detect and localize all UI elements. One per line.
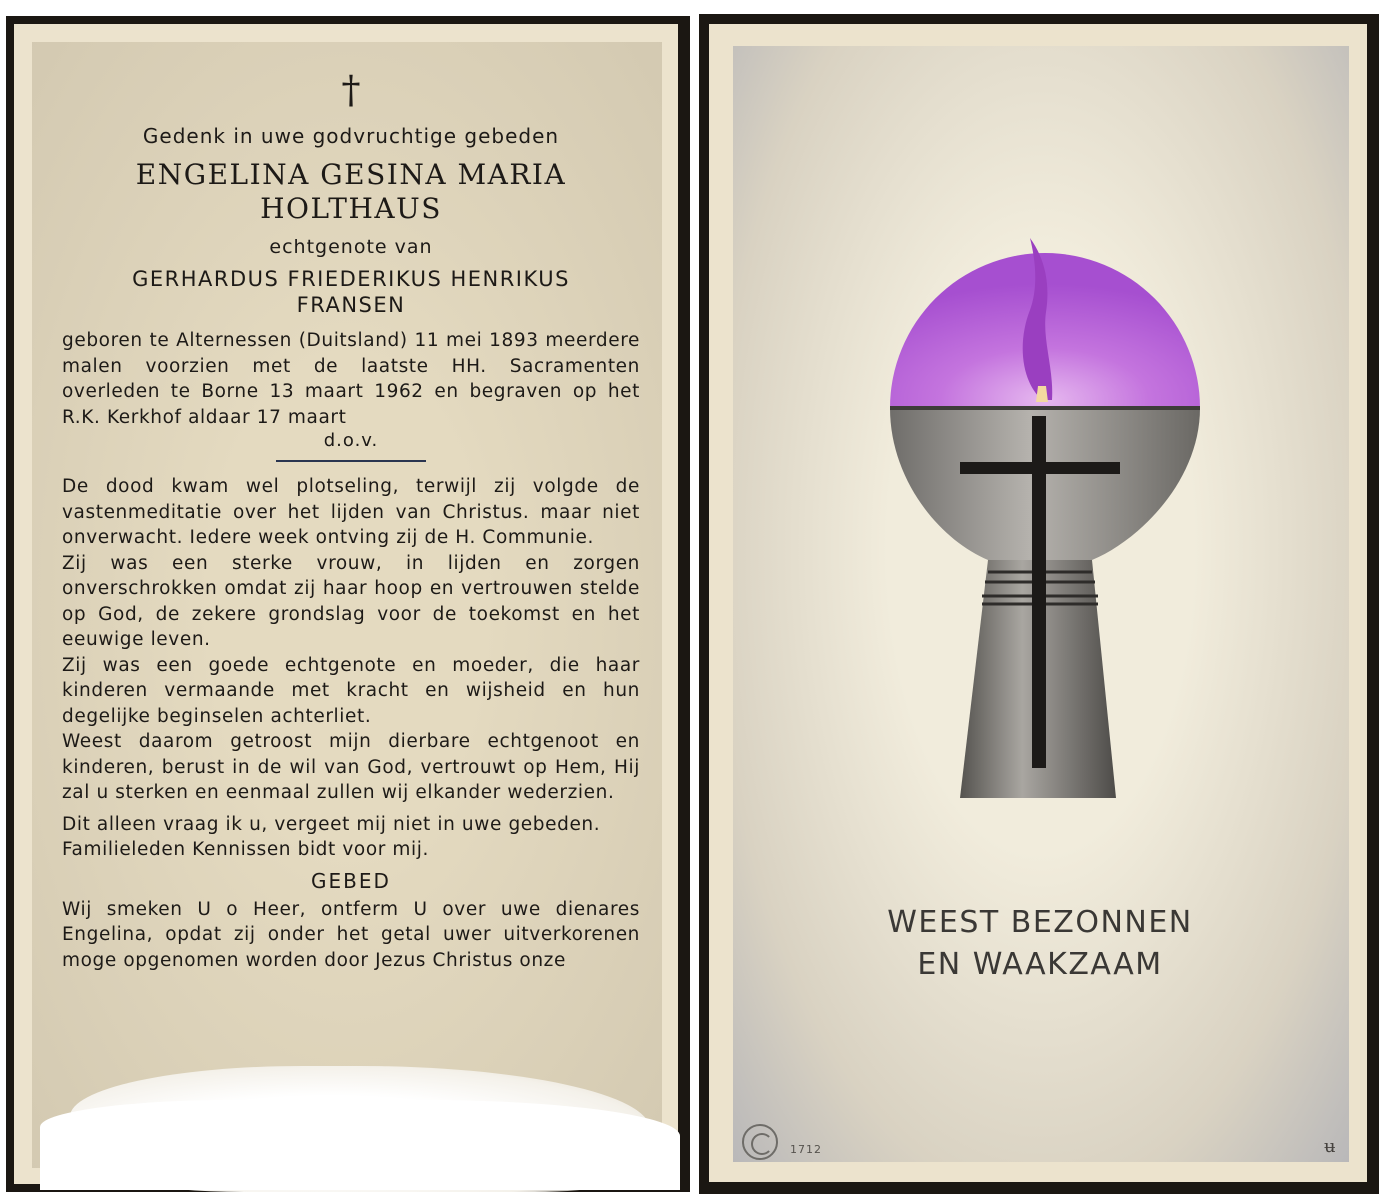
card-text-column	[62, 70, 640, 973]
prayer-text: Wij smeken U o Heer, ontferm U over uwe dienares Engelina, opdat zij onder het getal uwer uitverkorenen moge opgenomen worden door Jezus Christus onze	[62, 898, 640, 971]
print-number: 1712	[790, 1143, 822, 1156]
publisher-logo-icon	[742, 1124, 778, 1160]
torn-corner-patch	[40, 1100, 680, 1190]
prayer-heading: GEBED	[311, 868, 391, 893]
paragraph: De dood kwam wel plotseling, terwijl zij volgde de vastenmeditatie over het lijden van Christus. maar niet onverwacht. Iedere week ontving zij de H. Communie.	[62, 476, 640, 548]
monogram: ʉ	[1324, 1136, 1336, 1157]
dov-text: d.o.v.	[323, 430, 379, 451]
motto-line-1: WEEST BEZONNEN	[887, 905, 1193, 940]
paragraph: Zij was een sterke vrouw, in lijden en zorgen onverschrokken omdat zij haar hoop en vertrouwen stelde op God, de zekere grondslag voor de toekomst en het eeuwige leven.	[62, 552, 640, 650]
motto-line-2: EN WAAKZAAM	[917, 947, 1163, 982]
motto	[830, 902, 1250, 986]
spouse-intro: echtgenote van	[269, 236, 433, 258]
intro-line: Gedenk in uwe godvruchtige gebeden	[142, 124, 560, 148]
separator-line	[276, 460, 426, 462]
paragraph: Dit alleen vraag ik u, vergeet mij niet in uwe gebeden.	[62, 813, 601, 835]
cross-icon: †	[341, 68, 361, 112]
deceased-name-line-1: ENGELINA GESINA MARIA	[135, 158, 567, 191]
spouse-name-line-1: GERHARDUS FRIEDERIKUS HENRIKUS	[132, 267, 570, 291]
paragraph: Weest daarom getroost mijn dierbare echtgenoot en kinderen, berust in de wil van God, vertrouwt op Hem, Hij zal u sterken en eenmaal zullen wij elkander wederzien.	[62, 731, 640, 803]
deceased-name-line-2: HOLTHAUS	[260, 192, 442, 225]
memorial-paragraphs	[62, 474, 640, 863]
cross-horizontal	[960, 462, 1120, 474]
paragraph: Zij was een goede echtgenote en moeder, die haar kinderen vermaande met kracht en wijsheid en hun degelijke beginselen achterliet.	[62, 654, 640, 727]
chalice-cross-emblem	[870, 190, 1210, 810]
spouse-name-line-2: FRANSEN	[296, 293, 406, 317]
biography-text: geboren te Alternessen (Duitsland) 11 mei 1893 meerdere malen voorzien met de laatste HH. Sacramenten overleden te Borne 13 maart 1962 en begraven op het R.K. Kerkhof aldaar 17 maart	[62, 330, 640, 428]
spouse-name	[62, 266, 640, 318]
deceased-name	[62, 158, 640, 226]
paragraph: Familieleden Kennissen bidt voor mij.	[62, 839, 430, 860]
